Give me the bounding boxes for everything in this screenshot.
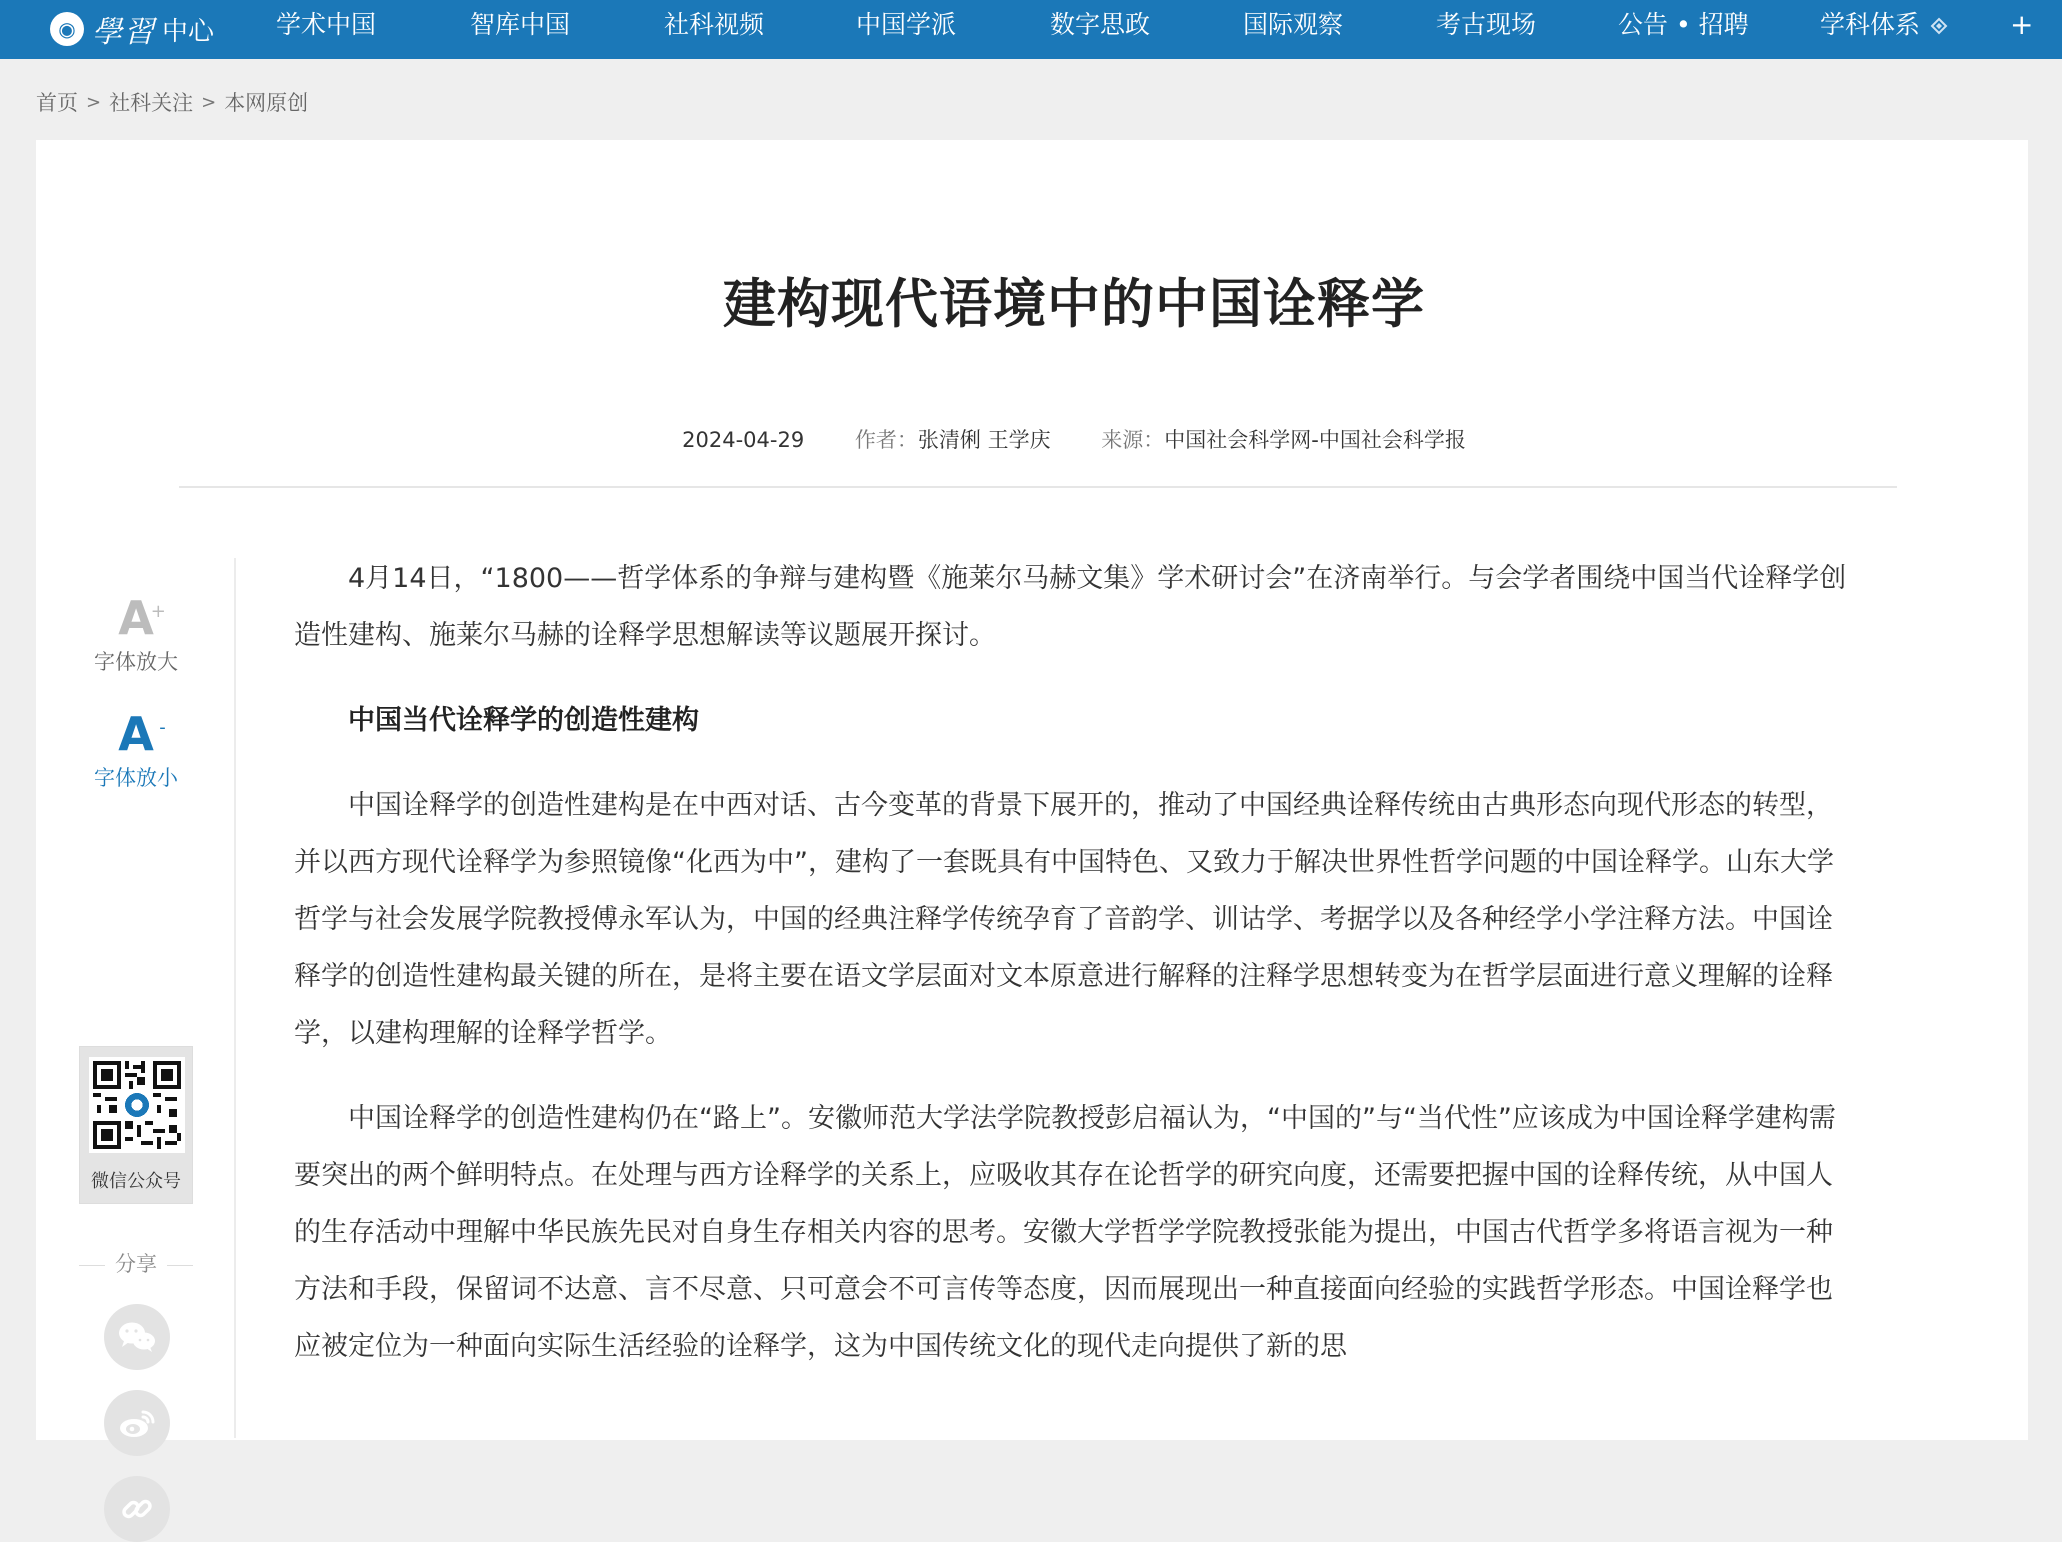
source-name: 中国社会科学网-中国社会科学报 bbox=[1164, 428, 1466, 452]
font-decrease-icon bbox=[118, 707, 166, 761]
qr-code-icon bbox=[89, 1057, 185, 1153]
emblem-icon: ◉ bbox=[50, 12, 84, 46]
top-nav bbox=[0, 0, 2062, 59]
source-label: 来源： bbox=[1101, 428, 1165, 452]
author-label: 作者： bbox=[854, 428, 918, 452]
article-date: 2024-04-29 bbox=[682, 428, 805, 452]
paragraph: 中国诠释学的创造性建构仍在“路上”。安徽师范大学法学院教授彭启福认为，“中国的”与“当代性”应该成为中国诠释学建构需要突出的两个鲜明特点。在处理与西方诠释学的关系上，应吸收其存在论哲学的研究向度，还需要把握中国的诠释传统，从中国人的生存活动中理解中华民族先民对自身生存相关内容的思考。安徽大学哲学学院教授张能为提出，中国古代哲学多将语言视为一种方法和手段，保留词不达意、言不尽意、只可意会不可言传等态度，因而展现出一种直接面向经验的实践哲学形态。中国诠释学也应被定位为一种面向实际生活经验的诠释学，这为中国传统文化的现代走向提供了新的思 bbox=[294, 1103, 1836, 1362]
font-decrease-label: 字体放小 bbox=[94, 766, 178, 790]
wechat-qr-panel bbox=[79, 1046, 193, 1204]
nav-item-international[interactable]: 国际观察 bbox=[1243, 10, 1344, 39]
nav-item-think-tank[interactable]: 智库中国 bbox=[470, 10, 571, 39]
font-increase-label: 字体放大 bbox=[94, 650, 178, 674]
brand-label: 中心 bbox=[162, 16, 215, 47]
article-tools bbox=[36, 558, 236, 1438]
article-card bbox=[36, 140, 2028, 1440]
nav-item-chinese-school[interactable]: 中国学派 bbox=[856, 10, 957, 39]
nav-item-digital-ideology[interactable]: 数字思政 bbox=[1050, 10, 1151, 39]
font-increase-glyph: A bbox=[118, 591, 154, 645]
breadcrumb-current[interactable]: 本网原创 bbox=[224, 91, 309, 115]
author-name: 张清俐 王学庆 bbox=[917, 428, 1051, 452]
section-heading: 中国当代诠释学的创造性建构 bbox=[348, 705, 699, 736]
article-body bbox=[294, 550, 1847, 1403]
nav-item-notice-recruit[interactable]: 公告 • 招聘 bbox=[1618, 10, 1749, 39]
article-meta bbox=[36, 424, 2062, 454]
nav-item-archaeology[interactable]: 考古现场 bbox=[1436, 10, 1537, 39]
font-increase-button[interactable] bbox=[36, 591, 236, 676]
article-title: 建构现代语境中的中国诠释学 bbox=[723, 274, 1425, 335]
nav-item-video[interactable]: 社科视频 bbox=[664, 10, 765, 39]
breadcrumb-separator: > bbox=[86, 91, 102, 113]
brand-script: 學習 bbox=[92, 15, 156, 50]
font-decrease-button[interactable] bbox=[36, 707, 236, 792]
share-wechat-button[interactable] bbox=[104, 1304, 170, 1370]
breadcrumb bbox=[36, 84, 308, 120]
font-decrease-sign: - bbox=[159, 717, 166, 738]
paragraph: 4月14日，“1800——哲学体系的争辩与建构暨《施莱尔马赫文集》学术研讨会”在济南举行。与会学者围绕中国当代诠释学创造性建构、施莱尔马赫的诠释学思想解读等议题展开探讨。 bbox=[294, 563, 1847, 651]
diamond-icon bbox=[1930, 17, 1948, 35]
font-decrease-glyph: A bbox=[118, 707, 154, 761]
article-source bbox=[1101, 428, 1466, 452]
share-weibo-button[interactable] bbox=[104, 1390, 170, 1456]
nav-item-disciplines-label: 学科体系 bbox=[1820, 10, 1921, 39]
article-author bbox=[855, 428, 1051, 452]
breadcrumb-section[interactable]: 社科关注 bbox=[109, 91, 194, 115]
font-increase-sign: + bbox=[150, 601, 166, 622]
plus-icon[interactable]: + bbox=[2010, 8, 2034, 41]
site-logo[interactable] bbox=[50, 8, 214, 50]
font-increase-icon bbox=[118, 591, 166, 645]
breadcrumb-home[interactable]: 首页 bbox=[36, 91, 78, 115]
nav-item-academic-china[interactable]: 学术中国 bbox=[276, 10, 377, 39]
paragraph: 中国诠释学的创造性建构是在中西对话、古今变革的背景下展开的，推动了中国经典诠释传统由古典形态向现代形态的转型，并以西方现代诠释学为参照镜像“化西为中”，建构了一套既具有中国特色、又致力于解决世界性哲学问题的中国诠释学。山东大学哲学与社会发展学院教授傅永军认为，中国的经典注释学传统孕育了音韵学、训诂学、考据学以及各种经学小学注释方法。中国诠释学的创造性建构最关键的所在，是将主要在语文学层面对文本原意进行解释的注释学思想转变为在哲学层面进行意义理解的诠释学，以建构理解的诠释学哲学。 bbox=[294, 790, 1834, 1049]
share-label: 分享 bbox=[36, 1248, 236, 1278]
meta-divider bbox=[179, 486, 1897, 488]
link-icon bbox=[120, 1492, 154, 1526]
share-link-button[interactable] bbox=[104, 1476, 170, 1542]
wechat-icon bbox=[117, 1320, 157, 1354]
breadcrumb-separator: > bbox=[201, 91, 217, 113]
qr-caption: 微信公众号 bbox=[91, 1171, 181, 1192]
weibo-icon bbox=[117, 1406, 157, 1440]
nav-item-disciplines[interactable] bbox=[1820, 0, 1948, 49]
